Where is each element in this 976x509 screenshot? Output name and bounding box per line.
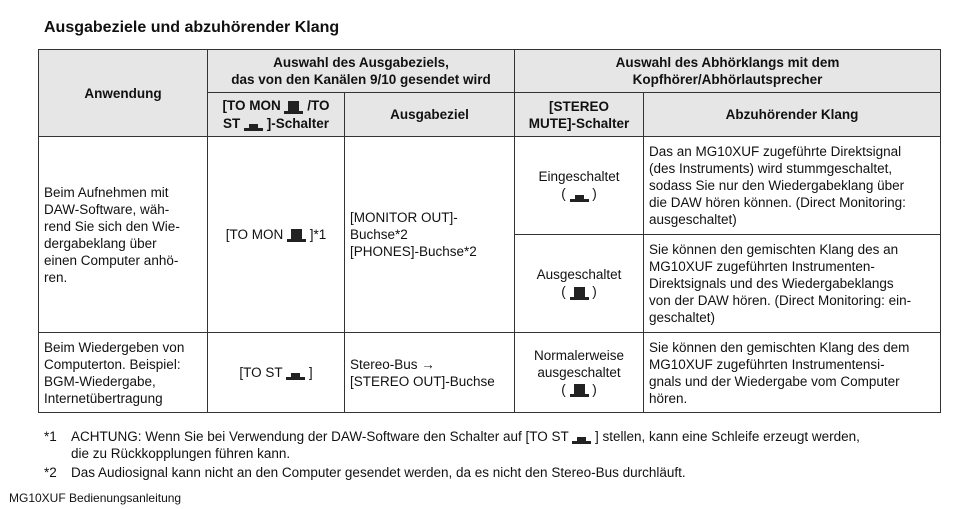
switch-released-icon — [572, 429, 591, 445]
r1-switch-text-a: [TO MON — [225, 226, 287, 242]
header-anwendung: Anwendung — [39, 50, 208, 137]
r1-switch — [208, 137, 345, 333]
r1-on-label: Eingeschaltet — [538, 169, 620, 185]
paren-open: ( — [561, 284, 570, 300]
footnote-1-text-a: ACHTUNG: Wenn Sie bei Verwendung der DAW-Software den Schalter auf [TO ST — [71, 429, 573, 444]
paren-open: ( — [561, 381, 570, 397]
header-klang: Abzuhörender Klang — [644, 93, 941, 137]
r1-stereo-mute-on — [515, 137, 644, 235]
r1-stereo-mute-off — [515, 235, 644, 333]
footer-manual-title: MG10XUF Bedienungsanleitung — [9, 491, 182, 505]
r1-anwendung: Beim Aufnehmen mit DAW-Software, wäh- rend Sie sich den Wie- dergabeklang über einen Computer anhö- ren. — [39, 137, 208, 333]
header-switch-text-a: [TO MON — [222, 98, 285, 114]
r2-normal-label: Normalerweise ausgeschaltet — [533, 347, 625, 380]
switch-pressed-icon — [570, 382, 589, 398]
r1-off-label: Ausgeschaltet — [536, 267, 622, 283]
output-table — [38, 49, 941, 413]
switch-pressed-icon — [570, 285, 589, 301]
paren-close: ) — [588, 381, 597, 397]
page-title: Ausgabeziele und abzuhörender Klang — [44, 19, 340, 36]
r2-ausgabeziel: Stereo-Bus → [STEREO OUT]-Buchse — [345, 333, 515, 413]
footnote-1-text — [71, 428, 961, 462]
switch-pressed-icon — [284, 99, 303, 115]
r1-ausgabeziel: [MONITOR OUT]- Buchse*2 [PHONES]-Buchse*2 — [345, 137, 515, 333]
paren-close: ) — [588, 284, 597, 300]
header-switch-text-c: ]-Schalter — [262, 115, 330, 131]
switch-released-icon — [570, 187, 589, 203]
switch-released-icon — [286, 365, 305, 381]
r2-switch-text-b: ] — [305, 364, 313, 380]
paren-open: ( — [561, 186, 570, 202]
paren-close: ) — [588, 186, 597, 202]
footnote-2-text: Das Audiosignal kann nicht an den Computer gesendet werden, da es nicht den Stereo-Bus durchläuft. — [71, 465, 686, 480]
header-mon-st-switch — [208, 93, 345, 137]
switch-pressed-icon — [287, 227, 306, 243]
header-switch-text-b: /TO ST — [222, 98, 330, 131]
r1-klang-on: Das an MG10XUF zugeführte Direktsignal (des Instruments) wird stummgeschaltet, sodass Sie nur den Wiedergabeklang über die DAW hören können. (Direct Monitoring: ausgeschaltet) — [644, 137, 941, 235]
r2-switch — [208, 333, 345, 413]
r1-klang-off: Sie können den gemischten Klang des an MG10XUF zugeführten Instrumenten- Direktsignals und des Wiedergabeklangs von der DAW hören. (Direct Monitoring: ein- geschaltet) — [644, 235, 941, 333]
switch-released-icon — [244, 116, 263, 132]
header-abhoerklang-group: Auswahl des Abhörklangs mit dem Kopfhörer/Abhörlautsprecher — [515, 50, 941, 93]
r1-switch-text-b: ]*1 — [306, 226, 327, 242]
r2-switch-text-a: [TO ST — [239, 364, 287, 380]
r2-klang: Sie können den gemischten Klang des dem MG10XUF zugeführten Instrumentensi- gnals und der Wiedergabe vom Computer hören. — [644, 333, 941, 413]
header-ausgabeziel: Ausgabeziel — [345, 93, 515, 137]
header-stereo-mute: [STEREO MUTE]-Schalter — [515, 93, 644, 137]
footnote-1-mark: *1 — [44, 429, 57, 444]
header-ausgabeziel-group: Auswahl des Ausgabeziels, das von den Kanälen 9/10 gesendet wird — [208, 50, 515, 93]
r2-anwendung: Beim Wiedergeben von Computerton. Beispiel: BGM-Wiedergabe, Internetübertragung — [39, 333, 208, 413]
footnote-2-mark: *2 — [44, 465, 57, 480]
r2-stereo-mute — [515, 333, 644, 413]
footnote-1-text-b: ] stellen, kann eine Schleife erzeugt werden, die zu Rückkopplungen führen kann. — [71, 429, 860, 462]
